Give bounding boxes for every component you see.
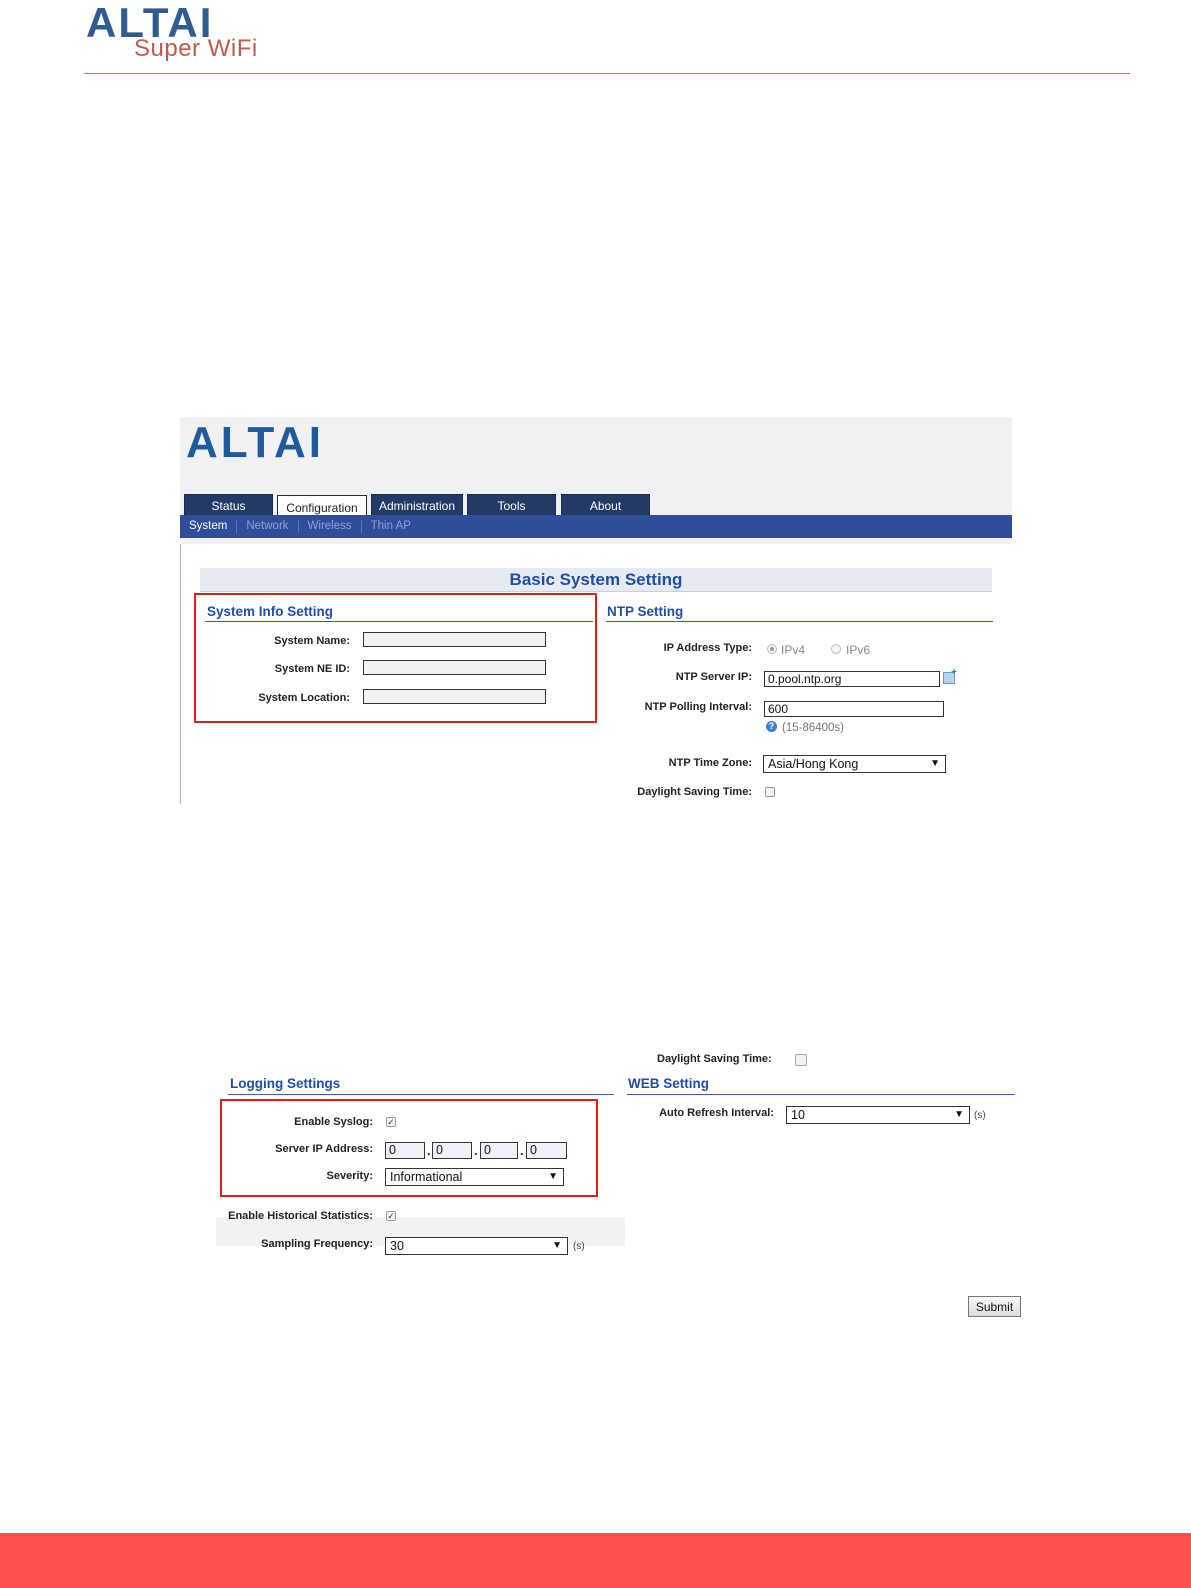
enable-syslog-label: Enable Syslog: [294,1116,373,1128]
subnav-system[interactable]: System [180,520,237,533]
daylight-saving-label: Daylight Saving Time: [637,786,752,798]
system-ne-id-label: System NE ID: [274,663,350,675]
content-left-border [180,544,181,804]
system-name-label: System Name: [274,635,350,647]
sub-navigation [180,515,1012,538]
ip-separator: . [520,1143,524,1158]
ntp-time-zone-value: Asia/Hong Kong [768,757,859,771]
footer-bar [0,1533,1191,1588]
enable-historical-statistics-checkbox[interactable]: ✓ [387,1211,395,1221]
ipv4-radio-label: IPv4 [781,643,806,657]
severity-label: Severity: [326,1170,373,1182]
logo-wordmark: ALTAI [86,0,214,46]
add-server-icon[interactable] [943,672,955,684]
app-logo-mark [186,418,448,467]
daylight-saving-checkbox[interactable] [765,787,775,797]
server-ip-octet-4[interactable]: 0 [526,1142,567,1159]
ntp-setting-title: NTP Setting [607,604,684,619]
enable-syslog-checkbox[interactable]: ✓ [387,1117,395,1127]
daylight-saving-checkbox-partial [795,1054,807,1066]
dropdown-arrow-icon: ▼ [552,1240,562,1251]
basic-system-setting-screenshot [180,417,1012,801]
severity-value: Informational [390,1170,463,1184]
logo-tagline: Super WiFi [134,35,258,62]
tab-about[interactable]: About [561,494,650,517]
server-ip-octet-1[interactable]: 0 [385,1142,425,1159]
ntp-time-zone-select[interactable] [763,755,946,773]
subnav-network[interactable]: Network [237,520,298,533]
dropdown-arrow-icon: ▼ [548,1171,558,1182]
tab-configuration[interactable]: Configuration [277,495,367,519]
web-setting-title: WEB Setting [628,1076,709,1091]
logging-settings-title: Logging Settings [230,1076,341,1091]
ipv6-radio[interactable] [831,644,841,654]
highlight-system-info [194,593,597,723]
system-location-label: System Location: [258,692,350,704]
header-divider [84,73,1130,74]
tab-status[interactable]: Status [184,494,273,517]
sampling-frequency-label: Sampling Frequency: [261,1238,373,1250]
server-ip-octet-3[interactable]: 0 [480,1142,518,1159]
logging-underline [228,1094,614,1095]
subnav-wireless[interactable]: Wireless [299,520,362,533]
tab-administration[interactable]: Administration [371,494,463,517]
ipv6-radio-label: IPv6 [846,643,871,657]
ip-separator: . [427,1143,431,1158]
ip-separator: . [474,1143,478,1158]
ntp-server-ip-label: NTP Server IP: [675,671,752,683]
app-logo-wordmark: ALTAI [186,418,324,467]
server-ip-address-label: Server IP Address: [275,1143,373,1155]
highlight-logging-settings [220,1099,598,1197]
ntp-underline [606,621,993,622]
refresh-unit: (s) [974,1110,986,1121]
app-header [180,417,1012,544]
sampling-frequency-value: 30 [390,1239,404,1253]
dropdown-arrow-icon: ▼ [954,1109,964,1120]
auto-refresh-interval-label: Auto Refresh Interval: [659,1107,774,1119]
subnav-thin-ap[interactable]: Thin AP [370,520,411,532]
logging-settings-screenshot [216,1053,1028,1326]
help-icon[interactable]: ? [766,721,777,732]
enable-historical-statistics-label: Enable Historical Statistics: [228,1210,373,1222]
sampling-unit: (s) [573,1241,585,1252]
app-logo [186,418,448,467]
auto-refresh-interval-value: 10 [791,1108,805,1122]
daylight-saving-label-partial: Daylight Saving Time: [657,1053,772,1065]
ntp-polling-interval-input[interactable] [764,701,944,717]
polling-range-hint: (15-86400s) [782,722,845,734]
ip-address-type-label: IP Address Type: [663,642,752,654]
ipv4-radio[interactable] [767,644,777,654]
server-ip-octet-2[interactable]: 0 [432,1142,472,1159]
ntp-server-ip-input[interactable] [764,671,940,687]
page-title: Basic System Setting [200,568,992,592]
tab-tools[interactable]: Tools [467,494,556,517]
ntp-time-zone-label: NTP Time Zone: [668,757,752,769]
web-underline [627,1094,1015,1095]
system-info-title: System Info Setting [207,604,334,619]
auto-refresh-interval-select[interactable] [786,1106,970,1124]
dropdown-arrow-icon: ▼ [930,758,940,769]
ntp-polling-interval-label: NTP Polling Interval: [644,701,752,713]
sampling-frequency-select[interactable] [385,1237,568,1255]
submit-button[interactable]: Submit [968,1296,1021,1317]
